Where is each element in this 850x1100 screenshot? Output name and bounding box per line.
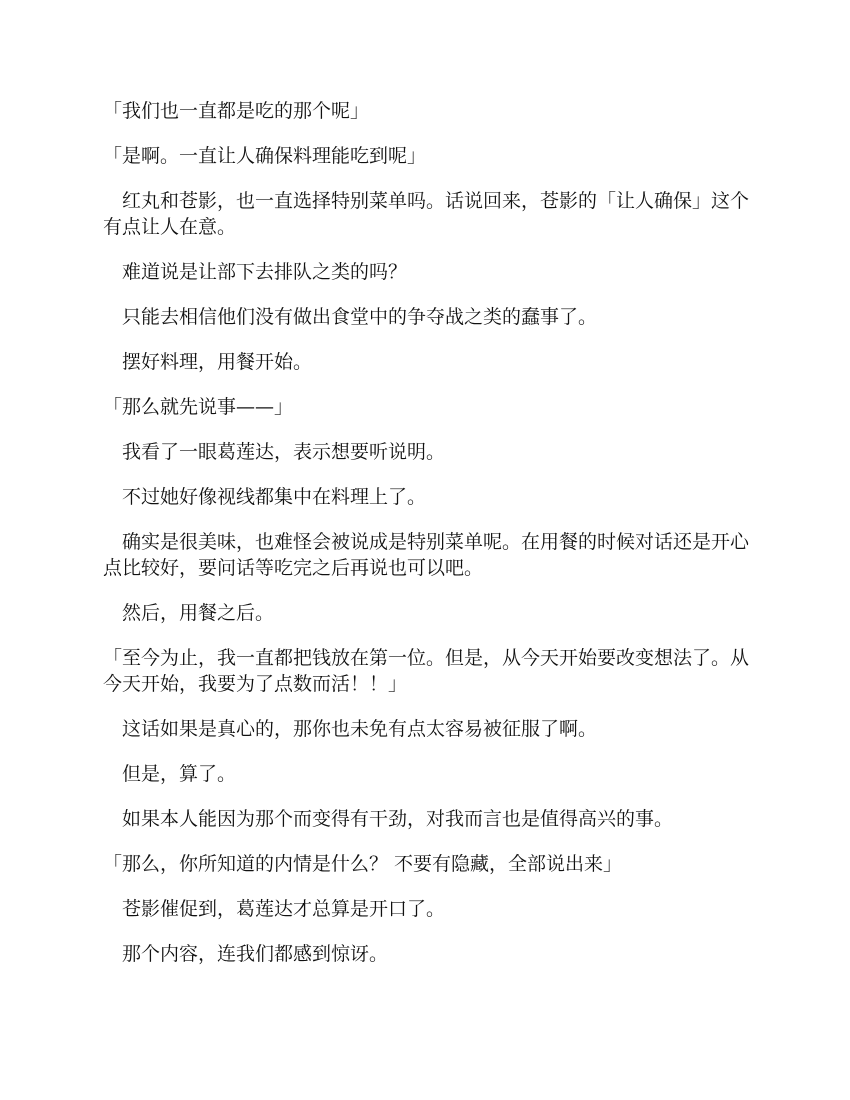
paragraph: 然后，用餐之后。 <box>103 602 275 624</box>
paragraph: 「那么就先说事——」 <box>103 396 294 418</box>
paragraph: 「至今为止，我一直都把钱放在第一位。但是，从今天开始要改变想法了。从今天开始，我要为了点数而活！！」 <box>103 647 750 695</box>
paragraph: 那个内容，连我们都感到惊讶。 <box>103 943 389 965</box>
document-body <box>103 98 753 986</box>
paragraph: 苍影催促到，葛莲达才总算是开口了。 <box>103 898 446 920</box>
paragraph: 「我们也一直都是吃的那个呢」 <box>103 100 370 122</box>
paragraph: 红丸和苍影，也一直选择特别菜单吗。话说回来，苍影的「让人确保」这个有点让人在意。 <box>103 190 750 238</box>
paragraph: 难道说是让部下去排队之类的吗？ <box>103 261 408 283</box>
paragraph: 只能去相信他们没有做出食堂中的争夺战之类的蠢事了。 <box>103 306 598 328</box>
paragraph: 确实是很美味，也难怪会被说成是特别菜单呢。在用餐的时候对话还是开心点比较好，要问话等吃完之后再说也可以吧。 <box>103 531 750 579</box>
paragraph: 如果本人能因为那个而变得有干劲，对我而言也是值得高兴的事。 <box>103 808 674 830</box>
paragraph: 摆好料理，用餐开始。 <box>103 351 313 373</box>
paragraph: 但是，算了。 <box>103 763 237 785</box>
paragraph: 「是啊。一直让人确保料理能吃到呢」 <box>103 145 427 167</box>
paragraph: 我看了一眼葛莲达，表示想要听说明。 <box>103 441 446 463</box>
paragraph: 「那么，你所知道的内情是什么？ 不要有隐藏，全部说出来」 <box>103 853 623 875</box>
paragraph: 不过她好像视线都集中在料理上了。 <box>103 486 427 508</box>
paragraph: 这话如果是真心的，那你也未免有点太容易被征服了啊。 <box>103 718 598 740</box>
